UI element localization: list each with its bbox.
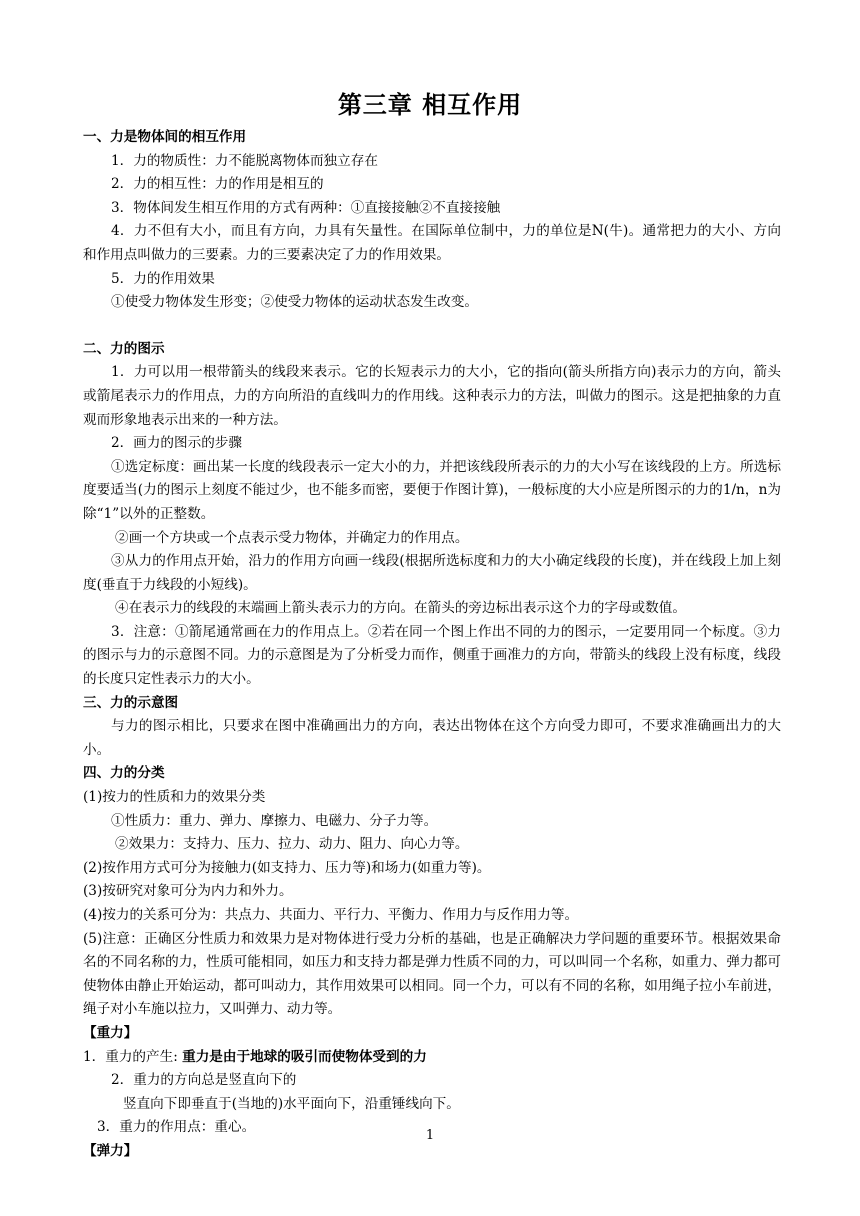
paragraph: (2)按作用方式可分为接触力(如支持力、压力等)和场力(如重力等)。 — [83, 859, 491, 876]
paragraph: ②画一个方块或一个点表示受力物体，并确定力的作用点。 — [115, 529, 469, 546]
paragraph — [83, 1046, 781, 1070]
paragraph: 2．力的相互性：力的作用是相互的 — [111, 176, 324, 193]
gravity-origin-definition: 重力是由于地球的吸引而使物体受到的力 — [182, 1048, 427, 1065]
paragraph: 3．物体间发生相互作用的方式有两种：①直接接触②不直接接触 — [111, 199, 501, 216]
paragraph: 4．力不但有大小，而且有方向，力具有矢量性。在国际单位制中，力的单位是N(牛)。通常把力的大小、方向和作用点叫做力的三要素。力的三要素决定了力的作用效果。 — [83, 223, 781, 263]
paragraph: 1．力可以用一根带箭头的线段来表示。它的长短表示力的大小，它的指向(箭头所指方向)表示力的方向，箭头或箭尾表示力的作用点，力的方向所沿的直线叫力的作用线。这种表示力的方法，叫做力的图示。这是把抽象的力直观而形象地表示出来的一种方法。 — [83, 364, 781, 428]
paragraph: 2．重力的方向总是竖直向下的 — [111, 1072, 297, 1089]
paragraph: (5)注意：正确区分性质力和效果力是对物体进行受力分析的基础，也是正确解决力学问题的重要环节。根据效果命名的不同名称的力，性质可能相同，如压力和支持力都是弹力性质不同的力，可以叫同一个名称，如重力、弹力都可使物体由静止开始运动，都可叫动力，其作用效果可以相同。同一个力，可以有不同的名称，如用绳子拉小车前进，绳子对小车施以拉力，又叫弹力、动力等。 — [83, 930, 781, 1018]
section-heading: 一、力是物体间的相互作用 — [83, 129, 247, 145]
paragraph: (4)按力的关系可分为：共点力、共面力、平行力、平衡力、作用力与反作用力等。 — [83, 907, 579, 923]
spacer — [83, 315, 781, 338]
paragraph: 3．注意：①箭尾通常画在力的作用点上。②若在同一个图上作出不同的力的图示，一定要用同一个标度。③力的图示与力的示意图不同。力的示意图是为了分析受力而作，侧重于画准力的方向，带箭头的线段上没有标度，线段的长度只定性表示力的大小。 — [83, 623, 781, 688]
paragraph: 与力的图示相比，只要求在图中准确画出力的方向，表达出物体在这个方向受力即可，不要求准确画出力的大小。 — [83, 718, 781, 758]
paragraph: (1)按力的性质和力的效果分类 — [83, 789, 266, 806]
section-heading: 【弹力】 — [83, 1142, 138, 1159]
gravity-origin-label: 1．重力的产生: — [83, 1048, 183, 1065]
paragraph: ①性质力：重力、弹力、摩擦力、电磁力、分子力等。 — [111, 812, 438, 829]
paragraph: (3)按研究对象可分为内力和外力。 — [83, 883, 293, 900]
section-heading: 【重力】 — [83, 1024, 138, 1041]
paragraph: ④在表示力的线段的末端画上箭头表示力的方向。在箭头的旁边标出表示这个力的字母或数值。 — [115, 600, 686, 617]
section-heading: 二、力的图示 — [83, 340, 165, 357]
section-heading: 四、力的分类 — [83, 765, 165, 782]
paragraph: 1．力的物质性：力不能脱离物体而独立存在 — [111, 152, 378, 169]
paragraph: 5．力的作用效果 — [111, 270, 215, 287]
paragraph: ③从力的作用点开始，沿力的作用方向画一线段(根据所选标度和力的大小确定线段的长度)，并在线段上加上刻度(垂直于力线段的小短线)。 — [83, 553, 781, 593]
paragraph: ②效果力：支持力、压力、拉力、动力、阻力、向心力等。 — [115, 836, 469, 853]
paragraph: 竖直向下即垂直于(当地的)水平面向下，沿重锤线向下。 — [123, 1095, 460, 1112]
document-body — [83, 126, 781, 1164]
paragraph: 2．画力的图示的步骤 — [111, 435, 242, 452]
paragraph: 3．重力的作用点：重心。 — [97, 1119, 256, 1136]
paragraph: ①选定标度：画出某一长度的线段表示一定大小的力，并把该线段所表示的力的大小写在该线段的上方。所选标度要适当(力的图示上刻度不能过少，也不能多而密，要便于作图计算)，一般标度的大小应是所图示的力的1/n，n为除“1”以外的正整数。 — [83, 458, 781, 522]
paragraph: ①使受力物体发生形变；②使受力物体的运动状态发生改变。 — [111, 294, 479, 311]
section-heading: 三、力的示意图 — [83, 694, 179, 711]
chapter-title: 第三章 相互作用 — [337, 91, 523, 119]
page-number: 1 — [425, 1128, 435, 1143]
